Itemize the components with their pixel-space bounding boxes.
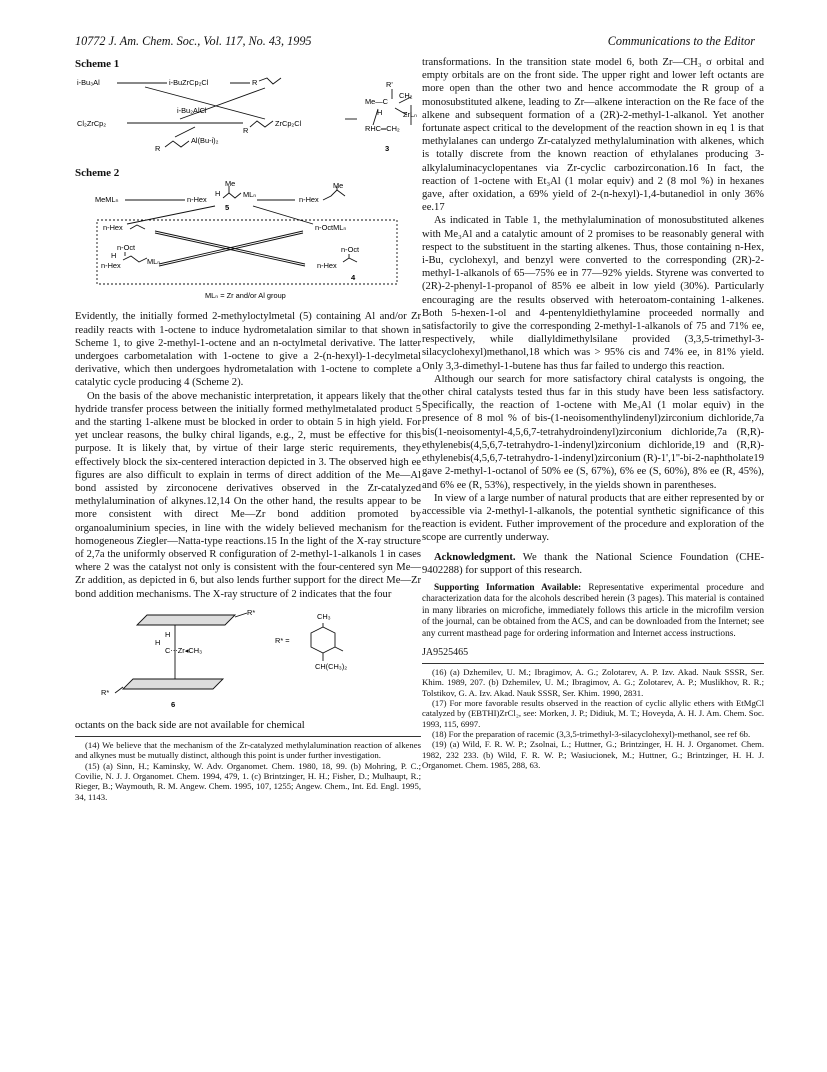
footnote-18: (18) For the preparation of racemic (3,3,5-trimethyl-3-silacyclohexyl)-methanol, see ref 6b. [432, 728, 751, 739]
rprime-label: R' [386, 80, 393, 90]
left-paragraph-1: Evidently, the initially formed 2-methyloctylmetal (5) containing Al and/or Zr readily reacts with 1-octene to induce hydrometalation similar to that shown in Scheme 1, to give 2-methyl-1-octene and an n-octylmetal derivative. The latter undergoes carbometalation with 1-octene to give a 2-(n-hexyl)-1-decylmetal derivative, which then undergoes hydrometalation with 1-octene to complete a catalytic cycle producing 4 (Scheme 2). [75, 311, 421, 389]
ch3-label: CH₃ [317, 611, 331, 621]
rstar-top-label: R* [247, 607, 256, 617]
me-top-label: Me [225, 179, 236, 189]
compound-5-number: 5 [225, 203, 230, 213]
cl2zrcp2-label: Cl₂ZrCp₂ [77, 119, 107, 129]
acknowledgment [422, 551, 764, 577]
scheme2-caption: MLₙ = Zr and/or Al group [205, 291, 286, 301]
right-paragraph-4: In view of a large number of natural products that are either represented by or accessible via 2-methyl-1-alkanols, the potential synthetic significance of this reaction is evident. Futher improvement of the procedure and exploration of the scope are currently underway. [422, 492, 764, 544]
mln-label-2: MLₙ [147, 257, 161, 267]
footnote-17: (17) For more favorable results observed in the reaction of cyclic allylic ethers with EtMgCl catalyzed by (EBTHI)ZrCl₂, see: Morken, J. P.; Didiuk, M. T.; Hoveyda, A. H. J. Am. Chem. Soc. 1993, 115, 6997. [422, 698, 764, 729]
scheme2-diagram [75, 179, 421, 304]
right-footnotes [422, 663, 764, 770]
scheme2-title: Scheme 2 [75, 167, 120, 180]
h-label: H [377, 108, 383, 118]
scheme1-diagram [75, 75, 421, 163]
supporting-text: Representative experimental procedure and characterization data for the alcohols described herein (3 pages). This material is contained in many libraries on microfiche, immediately follows this article in the microfilm version of the journal, can be obtained from the ACS, and can be downloaded from the Internet; see any current masthead page for ordering information and Internet access instructions. [422, 582, 764, 639]
acknowledgment-text: We thank the National Science Foundation (CHE-9402288) for support of this research. [422, 551, 764, 576]
section-title: Communications to the Editor [607, 34, 755, 48]
article-code: JA9525465 [422, 646, 469, 658]
h-label-box: H [111, 251, 117, 261]
left-paragraph-2: On the basis of the above mechanistic interpretation, it appears likely that the hydride transfer process between the initially formed methylmetalated product 5 and the starting 1-alkene must be blocked in order to obtain 5 in high yield. For yet unclear reasons, the bulky chiral ligands, e.g., 2, must be effective for this purpose. It is likely that, by virtue of their large steric requirements, they effectively block the six-centered interaction depicted in 3. The observed high ee figures are also difficult to explain in terms of direct addition of the Me—Al bond assisted by zirconocene derivatives observed in the Zr-catalyzed methylalumination of alkynes.12,14 On the other hand, the results appear to be more consistent with direct Me—Zr bond addition promoted by organoaluminium species, in line with the widely believed mechanism for the homogeneous Ziegler—Natta-type reactions.15 In the light of the X-ray structure of 2,7a the uniformly observed R configuration of 2-methyl-1-alkanols 1 in cases where 2 was the catalyst not only is consistent with the four-centered syn Me—Zr addition, as depicted in 6, but also lends further support for the direct Me—Zr bond addition mechanisms. The X-ray structure of 2 indicates that the four [75, 390, 421, 600]
r-label-3: R [155, 144, 161, 154]
left-column [75, 56, 421, 802]
noctml-label: n-OctMLₙ [315, 223, 347, 233]
rstar-equals-label: R* = [275, 635, 290, 645]
rhc-label: RHC═CH₂ [365, 124, 400, 134]
right-paragraph-1: transformations. In the transition state model 6, both Zr—CH₃ σ orbital and empty orbitals are on the front side. The upper right and lower left octants are more open than the other two and hence accommodate the R group of a monosubstituted alkene, leading to Zr—alkene interaction on the Re face of the alkene and subsequent formation of a (2R)-2-methyl-1-alkanol. Yet another fortunate aspect critical to the development of the reaction shown in eq 1 is that methylalanes can undergo Zr-catalyzed methylalumination with alkenes, which is totally discrete from the known reaction of ethylalanes producing 3-alkylaluminacyclopentanes via Zr-cyclic carbozirconation.16 In fact, the reaction of 1-octene with Et₃Al (1 molar equiv) and 2 (8 mol %) in hexanes gave, after oxidation, a 69% yield of 2-(n-hexyl)-1,4-butanediol in only 36% ee.17 [422, 57, 764, 214]
zrcp2cl-label: ZrCp₂Cl [275, 119, 302, 129]
scheme1-title: Scheme 1 [75, 58, 120, 70]
running-header [75, 34, 755, 50]
noct-label-1: n-Oct [117, 243, 136, 253]
nhex-label-1: n-Hex [187, 195, 207, 205]
r-label-1: R [252, 78, 258, 88]
ibuzr-label: i-BuZrCp₂Cl [169, 78, 209, 88]
footnote-16: (16) (a) Dzhemilev, U. M.; Ibragimov, A. G.; Zolotarev, A. P. Izv. Akad. Nauk SSSR, Ser. Khim. 1989, 207. (b) Dzhemilev, U. M.; Ibragimov, A. G.; Zolotarev, A. P.; Muslikhov, R. R.; Tolstikov, G. A. Izv. Akad. Nauk SSSR, Ser. Khim. 1990, 2831. [422, 667, 764, 698]
czr-label: C⋯Zr◂CH₃ [165, 645, 203, 655]
structure-6-figure [75, 603, 421, 715]
nhex-label-2: n-Hex [299, 195, 319, 205]
right-paragraph-2: As indicated in Table 1, the methylalumination of monosubstituted alkenes with Me₃Al and a catalytic amount of 2 promises to be reasonably general with respect to the substituent in the starting alkenes. Thus, those containing n-Hex, i-Bu, cyclohexyl, and benzyl were converted to the corresponding (2R)-2-methyl-1-alkanols of 65—75% ee in 77—92% yields. Styrene was converted to (2R)-2-phenyl-1-propanol of 85% ee albeit in low yield (30%). Particularly encouraging are the results observed with heteroatom-containing 1-alkenes. Both 5-hexen-1-ol and 4-pentenyldiethylamine proceeded normally and satisfactorily to give the corresponding 2-methyl-1-alkanols of 75 and 71% ee, respectively, while diallyldimethylsilane provided (3,3,5-trimethyl-3-silacyclohexyl)methanol,18 which was > 95% cis and 74% ee, in 81% yield. Only 3,3-dimethyl-1-butene has thus far failed to undergo this reaction. [422, 215, 764, 372]
rstar-bottom-label: R* [101, 687, 110, 697]
nhex-label-4: n-Hex [101, 261, 121, 271]
compound-6-number: 6 [171, 699, 176, 709]
r-label-2: R [243, 126, 249, 136]
supporting-information [422, 583, 764, 640]
zrln-label: ZrLₙ [403, 110, 418, 120]
journal-citation: 10772 J. Am. Chem. Soc., Vol. 117, No. 43, 1995 [75, 34, 312, 48]
acknowledgment-label: Acknowledgment. [434, 551, 516, 563]
h-label-5: H [215, 189, 221, 199]
left-footnotes [75, 736, 421, 802]
h2-label: H [155, 637, 161, 647]
compound-4-number: 4 [351, 273, 356, 283]
me-right-label: Me [333, 181, 344, 191]
compound-3-number: 3 [385, 144, 390, 154]
footnote-14: (14) We believe that the mechanism of the Zr-catalyzed methylalumination reaction of alkenes and alkynes must be mutually distinct, although this point is under further investigation. [75, 740, 421, 761]
ch2-label: CH₂ [399, 91, 413, 101]
h1-label: H [165, 629, 171, 639]
noct-label-2: n-Oct [341, 245, 360, 255]
right-paragraph-3: Although our search for more satisfactory chiral catalysts is ongoing, the other chiral catalysts tested thus far in this study have been less satisfactory. Specifically, the reaction of 1-octene with Me₃Al (1 molar equiv) in the presence of 8 mol % of bis-(1-neoisomenthylindenyl)zirconium dichloride,7a bis(1-neoisomentyl-4,5,6,7-tetrahydroindenyl)zirconium dichloride,7a (R,R)-ethylenebis(4,5,6,7-tetrahydro-1-indenyl)zirconium dichloride,19 and (R,R)-ethylenebis(4,5,6,7-tetrahydro-1-indenyl)zirconium (R)-1',1''-bi-2-naphtholate19 gave 2-methyl-1-octanol of 50% ee (S, 67%), 6% ee (S, 60%), 8% ee (R, 45%), and 6% ee (R, 53%), respectively, in the yields shown in parentheses. [422, 373, 764, 491]
me-c-label: Me—C [365, 97, 388, 107]
ibu2alcl-label: i-Bu₂AlCl [177, 106, 207, 116]
meml-label: MeMLₙ [95, 195, 119, 205]
left-tail-text: octants on the back side are not available for chemical [75, 719, 305, 731]
footnote-15: (15) (a) Sinn, H.; Kaminsky, W. Adv. Organomet. Chem. 1980, 18, 99. (b) Mohring, P. C.; Covilie, N. J. J. Organomet. Chem. 1994, 479, 1. (c) Brintzinger, H. H.; Fisher, D.; Mulhaupt, R.; Rieger, B.; Waymouth, R. M. Angew. Chem. 1995, 107, 1255; Angew. Chem., Int. Ed. Engl. 1995, 34, 1143. [75, 760, 421, 802]
chch3-label: CH(CH₃)₂ [315, 661, 348, 671]
right-column [422, 56, 764, 770]
supporting-label: Supporting Information Available: [434, 582, 582, 593]
ibu3al-label: i-Bu₃Al [77, 78, 100, 88]
footnote-19: (19) (a) Wild, F. R. W. P.; Zsolnai, L.; Huttner, G.; Brintzinger, H. H. J. Organomet. Chem. 1982, 232 233. (b) Wild, F. R. W. P.; Wasiucionek, M.; Huttner, G.; Brintzinger, H. H. J. Organomet. Chem. 1985, 288, 63. [422, 739, 764, 770]
albu-label: Al(Bu-i)₂ [191, 136, 219, 146]
nhex-label-5: n-Hex [317, 261, 337, 271]
mln-label: MLₙ [243, 190, 257, 200]
nhex-label-3: n-Hex [103, 223, 123, 233]
